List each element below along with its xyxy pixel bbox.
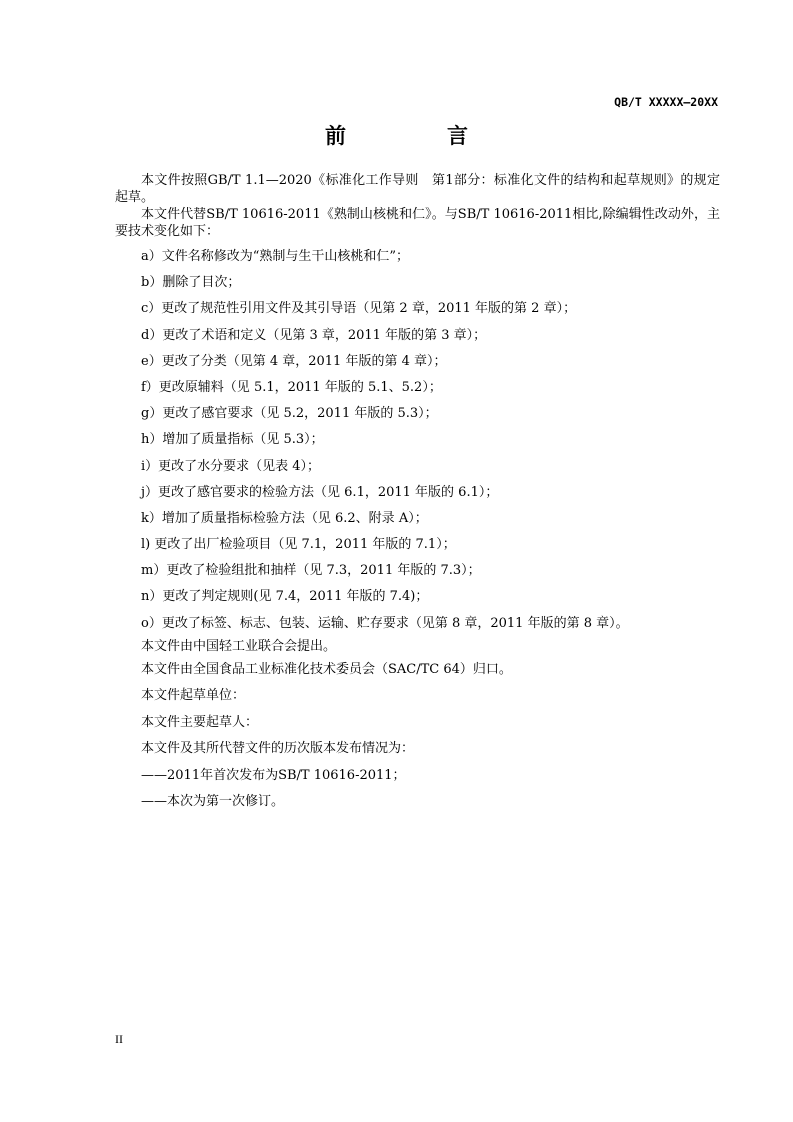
list-item: c）更改了规范性引用文件及其引导语（见第 2 章，2011 年版的第 2 章）； [141,301,577,317]
page-number: II [115,1032,123,1046]
committee-statement: 本文件由全国食品工业标准化技术委员会（SAC/TC 64）归口。 [141,661,512,677]
list-item: l) 更改了出厂检验项目（见 7.1，2011 年版的 7.1）； [141,537,456,553]
list-item: f）更改原辅料（见 5.1，2011 年版的 5.1、5.2）； [141,379,442,395]
list-item: h）增加了质量指标（见 5.3）； [141,432,324,448]
list-item: g）更改了感官要求（见 5.2，2011 年版的 5.3）； [141,406,438,422]
main-drafters: 本文件主要起草人： [141,714,259,730]
version-history-item: ——本次为第一次修订。 [141,794,285,810]
version-history-item: ——2011年首次发布为SB/T 10616-2011； [141,767,406,783]
list-item: k）增加了质量指标检验方法（见 6.2、附录 A）； [141,510,428,526]
document-body [115,172,720,816]
proposer-statement: 本文件由中国轻工业联合会提出。 [141,638,337,654]
paragraph-drafting-basis: 本文件按照GB/T 1.1—2020《标准化工作导则 第1部分：标准化文件的结构和起草规则》的规定起草。 [115,173,720,205]
list-item: j）更改了感官要求的检验方法（见 6.1，2011 年版的 6.1）； [141,484,499,500]
closing-statements [115,637,720,816]
list-item: a）文件名称修改为“熟制与生干山核桃和仁”； [141,249,410,264]
paragraph-replacement: 本文件代替SB/T 10616-2011《熟制山核桃和仁》。与SB/T 10616-2011相比,除编辑性改动外，主要技术变化如下： [115,207,720,239]
standard-code: QB/T XXXXX—20XX [614,95,718,109]
list-item: e）更改了分类（见第 4 章，2011 年版的第 4 章）； [141,353,447,369]
changes-list [115,244,720,637]
list-item: d）更改了术语和定义（见第 3 章，2011 年版的第 3 章）； [141,327,487,343]
version-history-intro: 本文件及其所代替文件的历次版本发布情况为： [141,741,415,757]
list-item: b）删除了目次； [141,275,241,291]
list-item: n）更改了判定规则(见 7.4，2011 年版的 7.4)； [141,589,429,605]
page-title: 前 言 [325,124,508,148]
list-item: m）更改了检验组批和抽样（见 7.3，2011 年版的 7.3）； [141,563,481,579]
list-item: o）更改了标签、标志、包装、运输、贮存要求（见第 8 章，2011 年版的第 8 章）。 [141,615,629,631]
list-item: i）更改了水分要求（见表 4）； [141,458,321,474]
drafting-unit: 本文件起草单位： [141,688,246,704]
